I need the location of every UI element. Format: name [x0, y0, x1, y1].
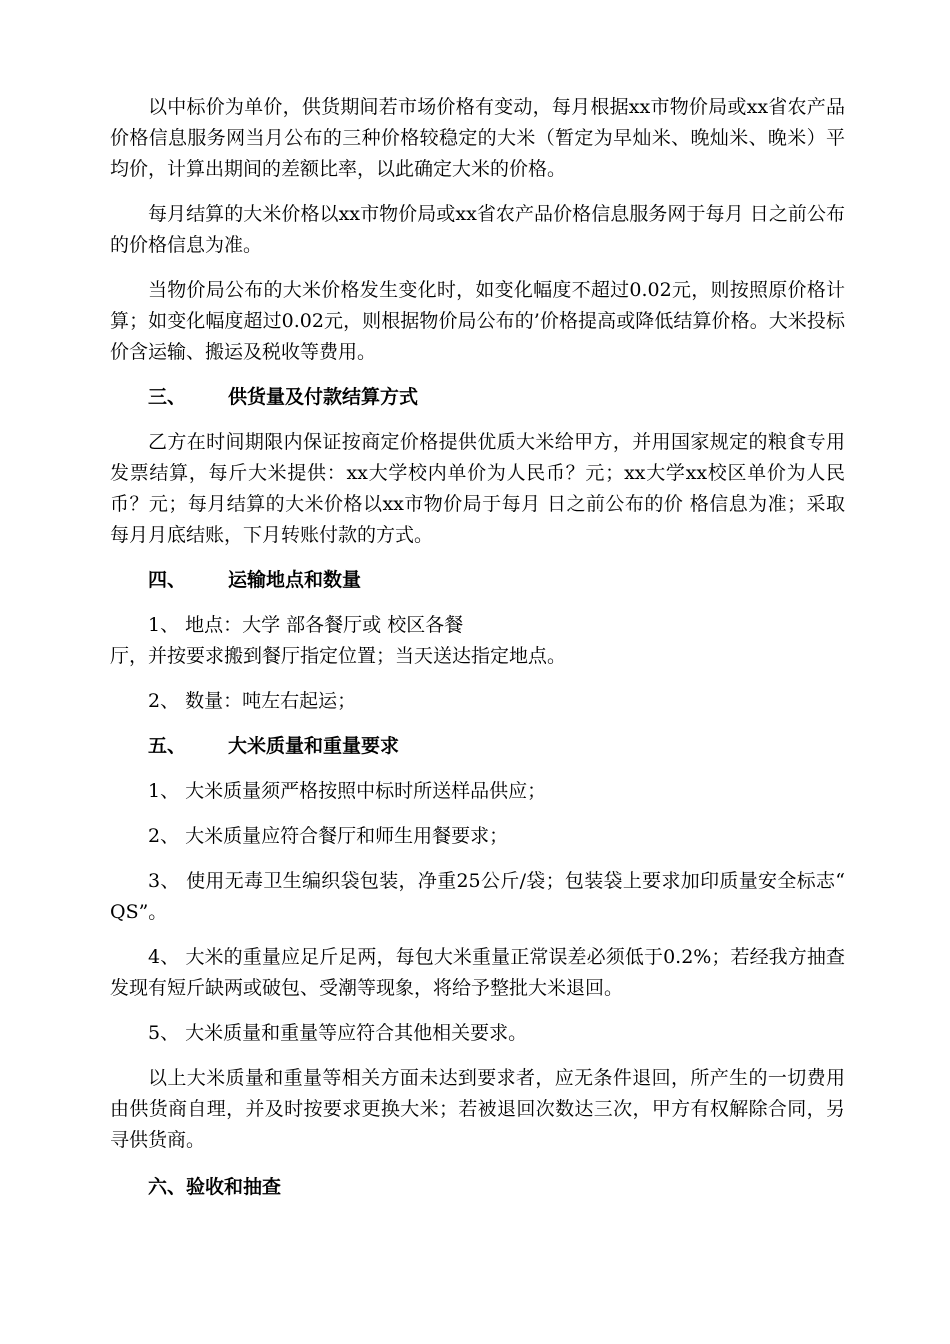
paragraph-return-policy: 以上大米质量和重量等相关方面未达到要求者，应无条件退回，所产生的一切费用由供货商自理，并及时按要求更换大米；若被退回次数达三次，甲方有权解除合同，另寻供货商。 — [110, 1067, 845, 1151]
list-item-quality-3: 3、 使用无毒卫生编织袋包装，净重25公斤/袋；包装袋上要求加印质量安全标志“ QS”。 — [110, 870, 845, 923]
section-number: 四、 — [148, 569, 187, 591]
list-item-quantity: 2、 数量：吨左右起运； — [148, 690, 357, 712]
section-title: 大米质量和重量要求 — [228, 735, 400, 757]
section-heading-6: 六、验收和抽查 — [148, 1176, 282, 1198]
paragraph-unit-price: 以中标价为单价，供货期间若市场价格有变动，每月根据xx市物价局或xx省农产品价格信息服务网当月公布的三种价格较稳定的大米（暂定为早灿米、晚灿米、晚米）平均价，计算出期间的差额比率，以此确定大米的价格。 — [110, 96, 845, 180]
paragraph-price-change: 当物价局公布的大米价格发生变化时，如变化幅度不超过0.02元，则按照原价格计算；如变化幅度超过0.02元，则根据物价局公布的’价格提高或降低结算价格。大米投标价含运输、搬运及税收等费用。 — [110, 279, 845, 363]
list-item-quality-5: 5、 大米质量和重量等应符合其他相关要求。 — [148, 1022, 528, 1044]
section-title: 供货量及付款结算方式 — [228, 386, 419, 408]
location-line-1: 1、 地点：大学 部各餐厅或 校区各餐 — [148, 614, 464, 636]
section-heading-3 — [110, 382, 845, 413]
section-heading-5 — [110, 731, 845, 762]
list-item-quality-4: 4、 大米的重量应足斤足两，每包大米重量正常误差必须低于0.2%；若经我方抽查发现有短斤缺两或破包、受潮等现象，将给予整批大米退回。 — [110, 946, 845, 999]
document-page — [110, 92, 845, 1203]
list-item-location — [110, 610, 845, 672]
list-item-quality-2: 2、 大米质量应符合餐厅和师生用餐要求； — [148, 825, 509, 847]
section-heading-4 — [110, 565, 845, 596]
list-item-quality-1: 1、 大米质量须严格按照中标时所送样品供应； — [148, 780, 547, 802]
section-number: 三、 — [148, 386, 187, 408]
paragraph-supply-payment: 乙方在时间期限内保证按商定价格提供优质大米给甲方，并用国家规定的粮食专用发票结算，每斤大米提供：xx大学校内单价为人民币？元；xx大学xx校区单价为人民币？元；每月结算的大米价格以xx市物价局于每月 日之前公布的价 格信息为准；采取每月月底结账，下月转账付款的方式。 — [110, 431, 845, 546]
paragraph-monthly-settlement: 每月结算的大米价格以xx市物价局或xx省农产品价格信息服务网于每月 日之前公布的价格信息为准。 — [110, 203, 845, 256]
section-title: 运输地点和数量 — [228, 569, 362, 591]
location-line-2: 厅，并按要求搬到餐厅指定位置；当天送达指定地点。 — [110, 645, 567, 667]
section-number: 五、 — [148, 735, 187, 757]
